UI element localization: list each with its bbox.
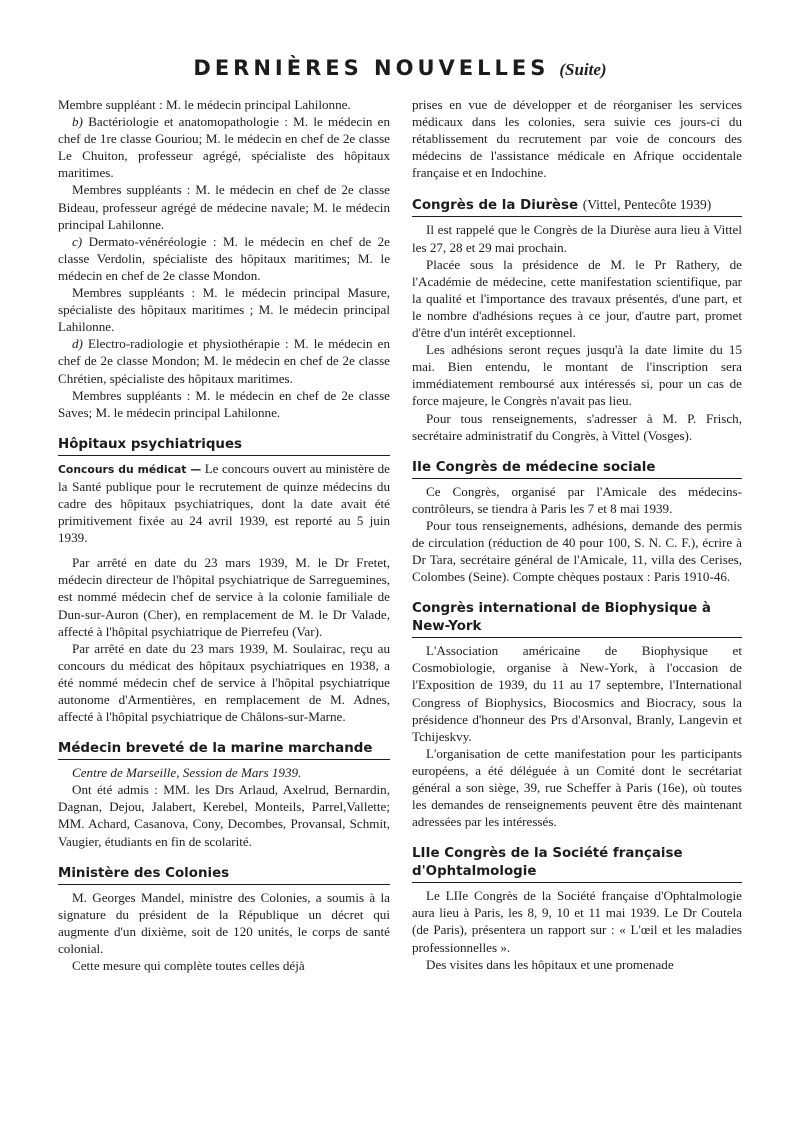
section-heading-ministere-colonies: Ministère des Colonies bbox=[58, 865, 390, 885]
paragraph: Ont été admis : MM. les Drs Arlaud, Axelrud, Bernardin, Dagnan, Dejou, Jalabert, Kerebel, Monteils, Parrel,Vallette; MM. Achard, Casanova, Cony, Decombes, Provansal, Schmit, Vaugier, étudiants en fin de scolarité. bbox=[58, 782, 390, 849]
paragraph: Par arrêté en date du 23 mars 1939, M. le Dr Fretet, médecin directeur de l'hôpital psychiatrique de Sarreguemines, est nommé médecin chef de service à la colonie familiale de Dun-sur-Auron (Cher), en remplacement de M. le Dr Valade, affecté à l'hôpital psychiatrique de Pierrefeu (Var). bbox=[58, 555, 390, 639]
left-column bbox=[58, 96, 390, 974]
paragraph: Cette mesure qui complète toutes celles déjà bbox=[72, 958, 305, 974]
paragraph: prises en vue de développer et de réorganiser les services médicaux dans les colonies, sera suivie ces jours-ci du rétablissement du recrutement par voie de concours des médecins de l'assistance médicale en Afrique occidentale française et en Indochine. bbox=[412, 97, 742, 181]
paragraph: L'Association américaine de Biophysique et Cosmobiologie, organise à New-York, à l'occasion de l'Exposition de 1939, du 11 au 17 septembre, l'International Congress of Biophysics, Biocosmics and Biocracy, sous la présidence d'honneur des Prs d'Arsonval, Branly, Langevin et Tchijeskvy. bbox=[412, 643, 742, 744]
page-title: DERNIÈRES NOUVELLES bbox=[193, 56, 550, 80]
paragraph: Membres suppléants : M. le médecin en chef de 2e classe Saves; M. le médecin principal Lahilonne. bbox=[58, 387, 390, 420]
paragraph bbox=[58, 335, 390, 386]
paragraph: Membres suppléants : M. le médecin en chef de 2e classe Bideau, professeur agrégé de médecine navale; M. le médecin principal Lahilonne. bbox=[58, 182, 390, 232]
paragraph-text: Le concours ouvert au ministère de la Santé publique pour le recrutement de quinze médecins du cadre des hôpitaux psychiatriques, dont la date avait été primitivement fixée au 24 avril 1939, est reporté au 5 juin 1939. bbox=[58, 460, 390, 546]
section-heading-text: Congrès de la Diurèse bbox=[412, 198, 579, 214]
list-label: c) bbox=[72, 233, 83, 249]
list-label: d) bbox=[72, 336, 83, 352]
paragraph: Ce Congrès, organisé par l'Amicale des médecins-contrôleurs, se tiendra à Paris les 7 et 8 mai 1939. bbox=[412, 483, 742, 516]
paragraph: Les adhésions seront reçues jusqu'à la date limite du 15 mai. Bien entendu, le montant de l'inscription sera immédiatement remboursé aux intéressés si, pour un cas de force majeure, le Congrès n'avait pas lieu. bbox=[412, 342, 742, 409]
list-label: b) bbox=[72, 114, 83, 130]
paragraph: Des visites dans les hôpitaux et une promenade bbox=[426, 956, 674, 972]
session-line: Centre de Marseille, Session de Mars 1939. bbox=[72, 765, 302, 781]
paragraph: Il est rappelé que le Congrès de la Diurèse aura lieu à Vittel les 27, 28 et 29 mai prochain. bbox=[412, 222, 742, 255]
paragraph-text: Dermato-vénéréologie : M. le médecin en chef de 2e classe Verdolin, spécialiste des hôpitaux maritimes; M. le médecin en chef de 2e classe Mondon. bbox=[58, 233, 390, 283]
paragraph bbox=[58, 460, 390, 546]
section-heading-biophysique: Congrès international de Biophysique à New-York bbox=[412, 600, 742, 638]
page-header bbox=[0, 56, 800, 80]
paragraph-text: Electro-radiologie et physiothérapie : M. le médecin en chef de 2e classe Mondon; M. le médecin en chef de 2e classe Chrétien, spécialiste des hôpitaux maritimes. bbox=[58, 336, 390, 386]
paragraph: Pour tous renseignements, s'adresser à M. P. Frisch, secrétaire administratif du Congrès, à Vittel (Vosges). bbox=[412, 410, 742, 443]
paragraph: M. Georges Mandel, ministre des Colonies, a soumis à la signature du président de la République un décret qui augmente d'un dixième, soit de 120 unités, le corps de santé colonial. bbox=[58, 889, 390, 956]
section-heading-medecine-sociale: IIe Congrès de médecine sociale bbox=[412, 459, 742, 479]
right-column bbox=[412, 96, 742, 973]
paragraph bbox=[58, 233, 390, 284]
paragraph bbox=[58, 113, 390, 181]
section-heading-marine-marchande: Médecin breveté de la marine marchande bbox=[58, 740, 390, 760]
section-heading-congres-diurese bbox=[412, 196, 742, 217]
section-heading-ophtalmologie: LIIe Congrès de la Société française d'Ophtalmologie bbox=[412, 845, 742, 883]
page-title-suite: (Suite) bbox=[559, 60, 607, 79]
paragraph: L'organisation de cette manifestation pour les participants européens, a été déléguée à un Comité dont le secrétariat général a son siège, 39, rue Scheffer à Paris (16e), où toutes les demandes de renseignements peuvent être dès maintenant adressées par les intéressés. bbox=[412, 745, 742, 830]
paragraph: Pour tous renseignements, adhésions, demande des permis de circulation (réduction de 40 pour 100, S. N. C. F.), écrire à Dr Tara, secrétaire général de l'Amicale, 11, villa des Cerises, Colombes (Seine). Compte chèques postaux : Paris 1910-46. bbox=[412, 517, 742, 585]
paragraph: Membre suppléant : M. le médecin principal Lahilonne. bbox=[58, 97, 351, 112]
paragraph: Placée sous la présidence de M. le Pr Rathery, de l'Académie de médecine, cette manifestation scientifique, par la qualité et l'importance des travaux présentés, d'une part, et le nombre d'adhésions reçues à ce jour, d'autre part, promet d'être d'un intérêt exceptionnel. bbox=[412, 256, 742, 341]
section-heading-subtitle: (Vittel, Pentecôte 1939) bbox=[582, 197, 712, 213]
section-heading-hopitaux-psychiatriques: Hôpitaux psychiatriques bbox=[58, 436, 390, 456]
paragraph: Le LIIe Congrès de la Société française d'Ophtalmologie aura lieu à Paris, les 8, 9, 10 et 11 mai 1939. Le Dr Coutela (de Paris), présentera un rapport sur : « L'œil et les maladies professionnelles ». bbox=[412, 888, 742, 955]
paragraph-lead: Concours du médicat — bbox=[58, 462, 202, 476]
paragraph: Par arrêté en date du 23 mars 1939, M. Soulairac, reçu au concours du médicat des hôpitaux psychiatriques en 1938, a été nommé médecin chef de service à l'hôpital psychiatrique autonome d'Armentières, en remplacement de M. Adnes, affecté à l'hôpital psychiatrique de Châlons-sur-Marne. bbox=[58, 640, 390, 725]
paragraph-text: Bactériologie et anatomopathologie : M. le médecin en chef de 1re classe Gouriou; M. le médecin en chef de 2e classe Le Chuiton, professeur agrégé, spécialiste des hôpitaux maritimes. bbox=[58, 114, 391, 181]
paragraph: Membres suppléants : M. le médecin principal Masure, spécialiste des hôpitaux maritimes ; M. le médecin principal Lahilonne. bbox=[58, 285, 390, 335]
